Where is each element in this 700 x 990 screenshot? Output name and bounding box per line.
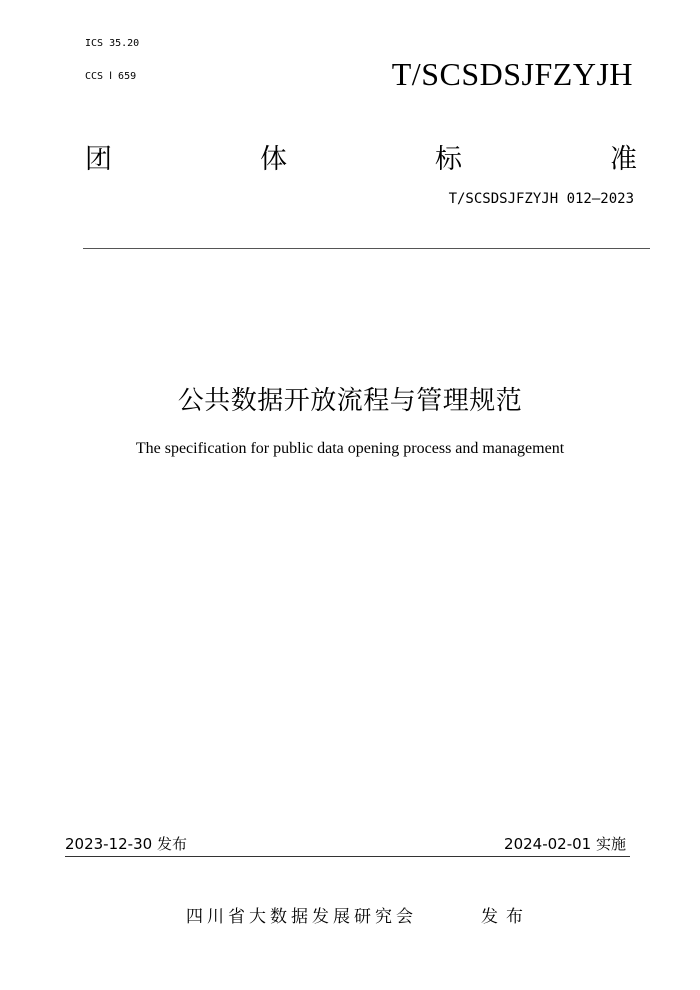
standard-type-char: 标	[435, 144, 462, 175]
ics-code: ICS 35.20	[85, 38, 140, 49]
top-divider	[83, 248, 650, 249]
publish-label: 发布	[481, 907, 531, 927]
effective-date: 2024-02-01 实施	[504, 835, 626, 853]
publisher-name: 四川省大数据发展研究会	[186, 907, 417, 927]
standard-type-char: 准	[610, 144, 637, 175]
release-date: 2023-12-30 发布	[65, 835, 187, 853]
standard-type-char: 体	[260, 144, 287, 175]
standard-number: T/SCSDSJFZYJH 012—2023	[448, 191, 634, 207]
standard-type	[85, 137, 637, 176]
bottom-divider	[65, 856, 630, 857]
organization-code: T/SCSDSJFZYJH	[391, 56, 633, 92]
standard-type-char: 团	[85, 144, 112, 175]
ccs-code: CCS Ⅰ 659	[85, 71, 137, 82]
document-title-zh: 公共数据开放流程与管理规范	[177, 386, 523, 416]
document-title-en: The specification for public data opening process and management	[135, 440, 565, 457]
